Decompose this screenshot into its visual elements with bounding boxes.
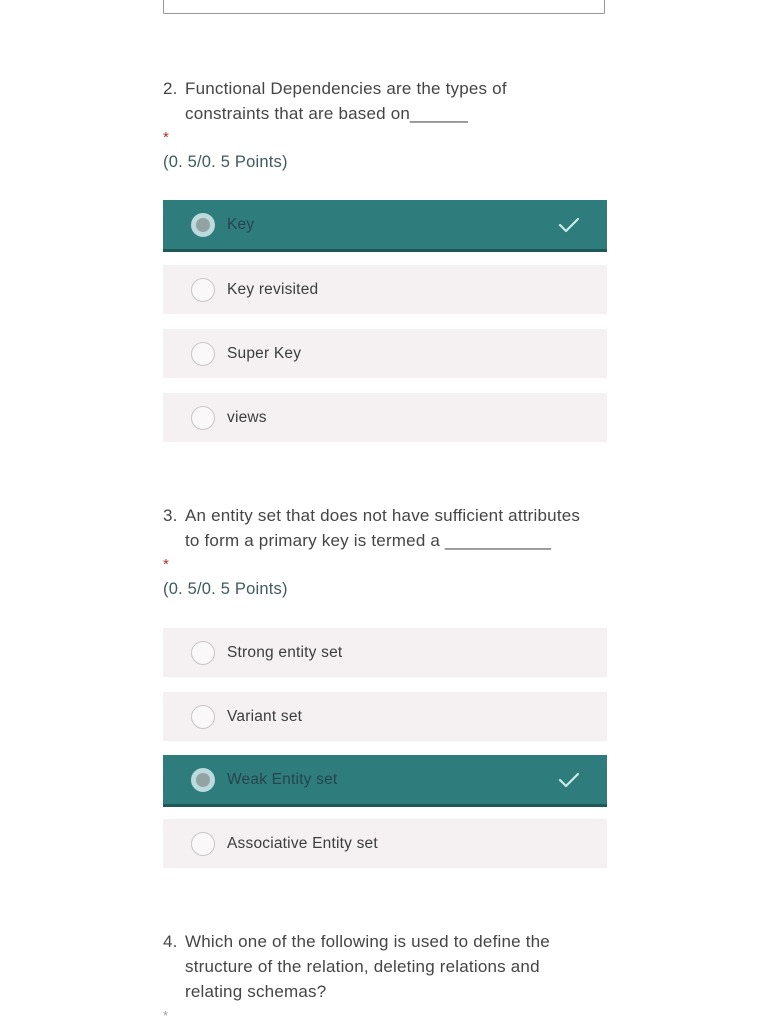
check-icon xyxy=(557,216,581,234)
check-icon xyxy=(557,771,581,789)
radio-unselected-icon[interactable] xyxy=(191,406,215,430)
option-strong-entity-set[interactable] xyxy=(163,628,607,677)
option-weak-entity-set[interactable] xyxy=(163,755,607,807)
option-views[interactable] xyxy=(163,393,607,442)
radio-unselected-icon[interactable] xyxy=(191,832,215,856)
option-label: Associative Entity set xyxy=(227,834,378,852)
question-3-text xyxy=(163,503,613,553)
question-line: to form a primary key is termed a ___________ xyxy=(185,531,552,550)
question-number: 4. xyxy=(163,932,178,951)
required-marker: * xyxy=(163,556,169,573)
radio-selected-icon[interactable] xyxy=(191,768,215,792)
option-label: views xyxy=(227,408,267,426)
option-label: Key revisited xyxy=(227,280,319,298)
radio-unselected-icon[interactable] xyxy=(191,705,215,729)
question-4 xyxy=(163,929,613,1024)
points-label: (0. 5/0. 5 Points) xyxy=(163,153,288,171)
option-label: Variant set xyxy=(227,707,303,725)
question-2-text xyxy=(163,76,613,126)
option-variant-set[interactable] xyxy=(163,692,607,741)
question-line: structure of the relation, deleting relations and xyxy=(185,957,540,976)
radio-unselected-icon[interactable] xyxy=(191,278,215,302)
option-associative-entity-set[interactable] xyxy=(163,819,607,868)
question-line: Which one of the following is used to define the xyxy=(185,932,550,951)
radio-unselected-icon[interactable] xyxy=(191,342,215,366)
option-label: Super Key xyxy=(227,344,302,362)
radio-unselected-icon[interactable] xyxy=(191,641,215,665)
required-marker: * xyxy=(163,129,169,146)
question-2 xyxy=(163,76,613,172)
question-number: 3. xyxy=(163,506,178,525)
radio-selected-icon[interactable] xyxy=(191,213,215,237)
option-label: Weak Entity set xyxy=(227,770,338,788)
question-line: relating schemas? xyxy=(185,982,327,1001)
question-4-text xyxy=(163,929,613,1004)
text-answer-input[interactable] xyxy=(163,0,605,14)
required-marker: * xyxy=(163,1008,169,1023)
option-label: Strong entity set xyxy=(227,643,343,661)
option-key-revisited[interactable] xyxy=(163,265,607,314)
option-super-key[interactable] xyxy=(163,329,607,378)
question-line: Functional Dependencies are the types of xyxy=(185,79,507,98)
question-number: 2. xyxy=(163,79,178,98)
points-label: (0. 5/0. 5 Points) xyxy=(163,580,288,598)
question-line: constraints that are based on______ xyxy=(185,104,468,123)
question-line: An entity set that does not have sufficient attributes xyxy=(185,506,581,525)
question-3 xyxy=(163,503,613,599)
option-label: Key xyxy=(227,215,255,233)
option-key[interactable] xyxy=(163,200,607,252)
